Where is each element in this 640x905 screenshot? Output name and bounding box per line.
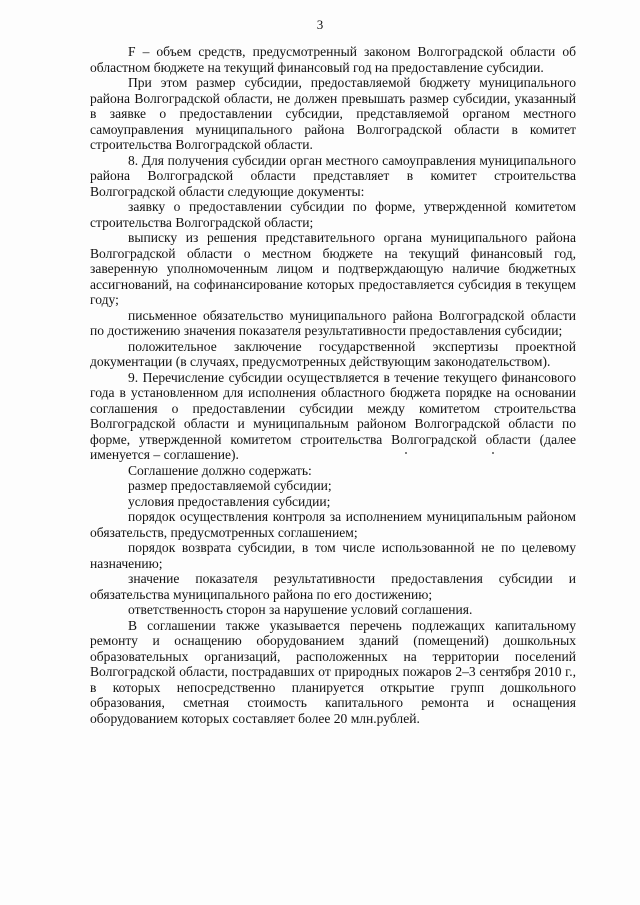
paragraph: F – объем средств, предусмотренный законом Волгоградской области об областном бюджете на текущий финансовый год на предоставление субсидии. [90,44,576,75]
paragraph: 8. Для получения субсидии орган местного самоуправления муниципального района Волгоградской области представляет в комитет строительства Волгоградской области следующие документы: [90,152,576,199]
paragraph: выписку из решения представительного органа муниципального района Волгоградской области о местном бюджете на текущий финансовый год, заверенную уполномоченным лицом и подтверждающую наличие бюджетных ассигнований, на софинансирование которых предоставляется субсидия в текущем году; [90,230,576,307]
paragraph: положительное заключение государственной экспертизы проектной документации (в случаях, предусмотренных действующим законодательством). [90,338,576,369]
paragraph: При этом размер субсидии, предоставляемой бюджету муниципального района Волгоградской области, не должен превышать размер субсидии, указанный в заявке о предоставлении субсидии, представляемой органом местного самоуправления муниципального района Волгоградской области в комитет строительства Волгоградской области. [90,75,576,152]
paragraph: значение показателя результативности предоставления субсидии и обязательства муниципального района по его достижению; [90,571,576,602]
paragraph: Соглашение должно содержать: [128,462,312,478]
scan-speck [405,452,407,454]
paragraph: В соглашении также указывается перечень подлежащих капитальному ремонту и оснащению оборудованием зданий (помещений) дошкольных образовательных организаций, расположенных на территории поселений Волгоградской области, пострадавших от природных пожаров 2–3 сентября 2010 г., в которых непосредственно планируется открытие групп дошкольного образования, сметная стоимость капитального ремонта и оснащения оборудованием которых составляет более 20 млн.рублей. [90,617,576,726]
paragraph: порядок возврата субсидии, в том числе использованной не по целевому назначению; [90,540,576,571]
document-body [90,44,576,726]
paragraph: ответственность сторон за нарушение условий соглашения. [128,602,473,617]
paragraph: письменное обязательство муниципального района Волгоградской области по достижению значения показателя результативности предоставления субсидии; [90,307,576,338]
scan-speck [492,452,494,454]
paragraph: заявку о предоставлении субсидии по форме, утвержденной комитетом строительства Волгоградской области; [90,199,576,230]
paragraph: 9. Перечисление субсидии осуществляется в течение текущего финансового года в установленном для исполнения областного бюджета порядке на основании соглашения о предоставлении субсидии между комитетом строительства Волгоградской области и муниципальным районом Волгоградской области по форме, утвержденной комитетом строительства Волгоградской области (далее именуется – соглашение). [90,369,576,462]
page-number: 3 [316,17,324,32]
paragraph: порядок осуществления контроля за исполнением муниципальным районом обязательств, предусмотренных соглашением; [90,509,576,540]
paragraph: размер предоставляемой субсидии; [128,478,332,493]
paragraph: условия предоставления субсидии; [128,493,331,509]
